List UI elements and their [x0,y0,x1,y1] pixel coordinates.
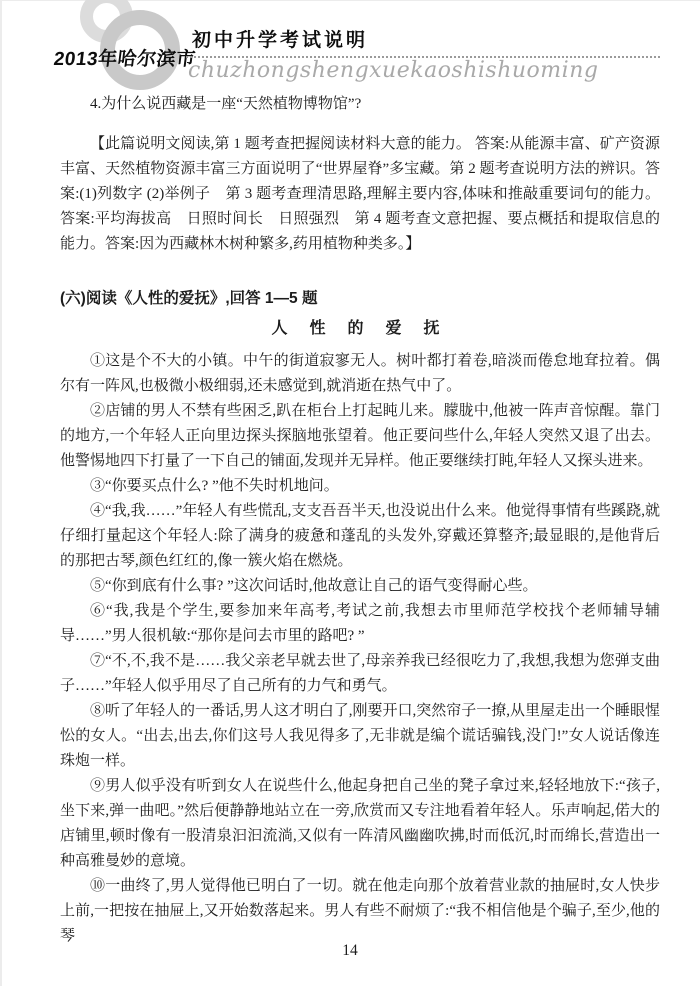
article-paragraph: ⑥“我,我是个学生,要参加来年高考,考试之前,我想去市里师范学校找个老师辅导辅导……”男人很机敏:“那你是问去市里的路吧? ” [60,603,660,644]
article-title: 人 性 的 爱 抚 [271,320,449,337]
header-title: 初中升学考试说明 [192,30,369,51]
section-heading: (六)阅读《人性的爱抚》,回答 1—5 题 [60,290,318,307]
edition-label: 2013年哈尔滨市 [52,49,197,70]
article-paragraph: ⑦“不,不,我不是……我父亲老早就去世了,母亲养我已经很吃力了,我想,我想为您弹支曲子……”年轻人似乎用尽了自己所有的力气和勇气。 [60,653,660,694]
article-paragraph: ④“我,我……”年轻人有些慌乱,支支吾吾半天,也没说出什么来。他觉得事情有些蹊跷,就仔细打量起这个年轻人:除了满身的疲惫和蓬乱的头发外,穿戴还算整齐;最显眼的,是他背后的那把古琴,颜色红红的,像一簇火焰在燃烧。 [60,503,660,569]
analysis-note: 【此篇说明文阅读,第 1 题考查把握阅读材料大意的能力。 答案:从能源丰富、矿产资源丰富、天然植物资源丰富三方面说明了“世界屋脊”多宝藏。第 2 题考查说明方法的辨识。答案:(1)列数字 (2)举例子 第 3 题考查理清思路,理解主要内容,体味和推敲重要词句的能力。答案:平均海拔高 日照时间长 日照强烈 第 4 题考查文意把握、要点概括和提取信息的能力。答案:因为西藏林木树种繁多,药用植物种类多。】 [60,136,660,252]
article-paragraph: ⑧听了年轻人的一番话,男人这才明白了,刚要开口,突然帘子一撩,从里屋走出一个睡眼惺忪的女人。“出去,出去,你们这号人我见得多了,无非就是编个谎话骗钱,没门!”女人说话像连珠炮一样。 [60,703,661,769]
article-paragraph: ②店铺的男人不禁有些困乏,趴在柜台上打起盹儿来。朦胧中,他被一阵声音惊醒。靠门的地方,一个年轻人正向里边探头探脑地张望着。他正要问些什么,年轻人突然又退了出去。他警惕地四下打量了一下自己的铺面,发现并无异样。他正要继续打盹,年轻人又探头进来。 [60,403,660,469]
article-paragraph: ⑤“你到底有什么事? ”这次问话时,他故意让自己的语气变得耐心些。 [90,578,538,594]
article-paragraph: ③“你要买点什么? ”他不失时机地问。 [90,478,339,494]
question-4: 4.为什么说西藏是一座“天然植物博物馆”? [90,96,362,112]
page-content [60,92,660,949]
article-paragraph: ⑨男人似乎没有听到女人在说些什么,他起身把自己坐的凳子拿过来,轻轻地放下:“孩子,坐下来,弹一曲吧。”然后便静静地站立在一旁,欣赏而又专注地看着年轻人。乐声响起,偌大的店铺里,顿时像有一股清泉汩汩流淌,又似有一阵清风幽幽吹拂,时而低沉,时而绵长,营造出一种高雅曼妙的意境。 [60,778,660,869]
article-paragraph: ①这是个不大的小镇。中午的街道寂寥无人。树叶都打着卷,暗淡而倦怠地耷拉着。偶尔有一阵风,也极微小极细弱,还未感觉到,就消逝在热气中了。 [60,353,660,394]
page-number: 14 [342,942,358,959]
pinyin-subtitle: chuzhongshengxuekaoshishuoming [188,58,599,83]
article-paragraph: ⑩一曲终了,男人觉得他已明白了一切。就在他走向那个放着营业款的抽屉时,女人快步上前,一把按在抽屉上,又开始数落起来。男人有些不耐烦了:“我不相信他是个骗子,至少,他的琴 [60,878,660,944]
page-header [0,0,700,96]
